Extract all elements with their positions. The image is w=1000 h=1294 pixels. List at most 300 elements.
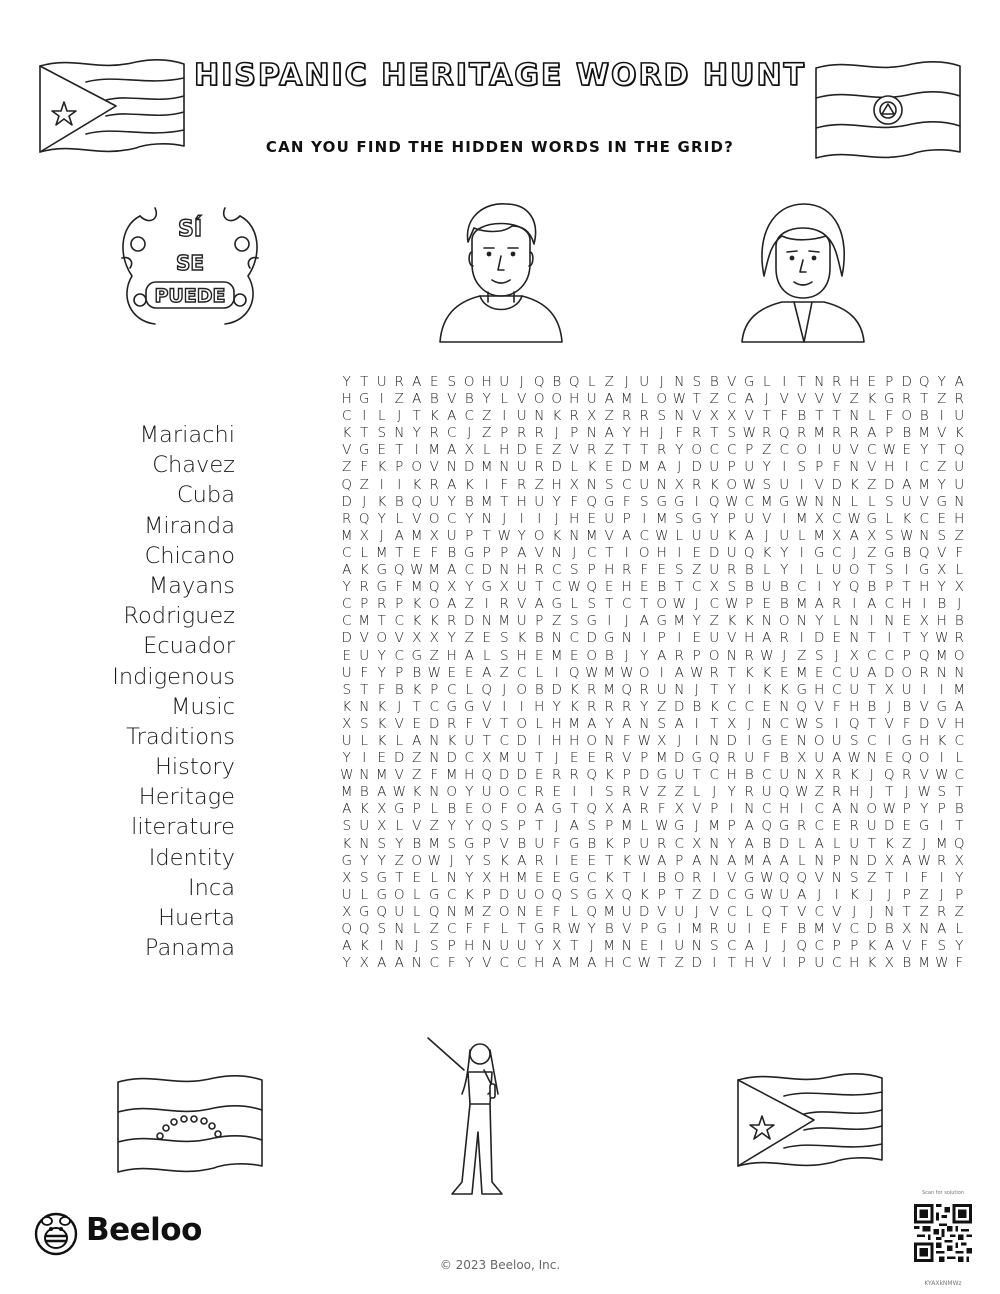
grid-cell[interactable]: S <box>604 476 614 493</box>
grid-cell[interactable]: K <box>342 835 352 852</box>
grid-cell[interactable]: V <box>517 596 527 613</box>
grid-cell[interactable]: Y <box>710 510 719 527</box>
grid-cell[interactable]: I <box>939 750 944 767</box>
grid-cell[interactable]: Y <box>395 835 404 852</box>
grid-cell[interactable]: S <box>709 938 719 955</box>
grid-cell[interactable]: B <box>954 613 964 630</box>
grid-cell[interactable]: U <box>341 886 352 903</box>
grid-cell[interactable]: H <box>481 374 492 390</box>
grid-cell[interactable]: L <box>395 732 404 749</box>
grid-cell[interactable]: U <box>341 732 352 749</box>
grid-cell[interactable]: C <box>727 442 737 459</box>
grid-cell[interactable]: C <box>447 510 457 527</box>
grid-cell[interactable]: B <box>919 408 929 425</box>
grid-cell[interactable]: G <box>814 544 825 561</box>
grid-cell[interactable]: B <box>902 425 912 442</box>
grid-cell[interactable]: I <box>799 476 804 493</box>
grid-cell[interactable]: V <box>412 510 422 527</box>
grid-cell[interactable]: K <box>359 938 369 955</box>
grid-cell[interactable]: E <box>692 630 702 647</box>
grid-cell[interactable]: J <box>554 750 559 767</box>
grid-cell[interactable]: I <box>904 459 909 476</box>
grid-cell[interactable]: M <box>603 938 616 955</box>
grid-cell[interactable]: H <box>884 459 895 476</box>
grid-cell[interactable]: Y <box>465 784 474 801</box>
grid-cell[interactable]: Z <box>867 476 877 493</box>
grid-cell[interactable]: G <box>691 510 702 527</box>
grid-cell[interactable]: E <box>937 510 947 527</box>
grid-cell[interactable]: R <box>622 562 632 579</box>
grid-cell[interactable]: K <box>412 784 422 801</box>
grid-cell[interactable]: I <box>747 681 752 698</box>
grid-cell[interactable]: C <box>342 408 352 425</box>
grid-cell[interactable]: N <box>936 664 947 681</box>
grid-cell[interactable]: C <box>709 596 719 613</box>
grid-cell[interactable]: V <box>429 459 439 476</box>
grid-cell[interactable]: P <box>745 442 754 459</box>
grid-cell[interactable]: Y <box>920 801 929 818</box>
grid-cell[interactable]: G <box>446 698 457 715</box>
grid-cell[interactable]: H <box>534 955 545 972</box>
grid-cell[interactable]: Y <box>377 852 386 869</box>
grid-cell[interactable]: G <box>656 613 667 630</box>
grid-cell[interactable]: I <box>519 698 524 715</box>
grid-cell[interactable]: S <box>569 886 579 903</box>
grid-cell[interactable]: V <box>919 698 929 715</box>
grid-cell[interactable]: T <box>535 579 544 596</box>
grid-cell[interactable]: Y <box>587 921 596 937</box>
grid-cell[interactable]: T <box>605 596 614 613</box>
grid-cell[interactable]: T <box>605 544 614 561</box>
grid-cell[interactable]: H <box>656 544 667 561</box>
grid-cell[interactable]: R <box>954 630 964 647</box>
grid-cell[interactable]: A <box>342 938 352 955</box>
grid-cell[interactable]: G <box>359 442 370 459</box>
grid-cell[interactable]: C <box>447 921 457 937</box>
grid-cell[interactable]: L <box>762 562 771 579</box>
grid-cell[interactable]: H <box>954 510 965 527</box>
grid-cell[interactable]: E <box>569 852 579 869</box>
grid-cell[interactable]: A <box>394 527 404 544</box>
grid-cell[interactable]: E <box>412 715 422 732</box>
grid-cell[interactable]: N <box>884 903 895 920</box>
grid-cell[interactable]: H <box>464 938 475 955</box>
grid-cell[interactable]: V <box>394 767 404 784</box>
grid-cell[interactable]: L <box>535 715 544 732</box>
grid-cell[interactable]: H <box>569 732 580 749</box>
grid-cell[interactable]: J <box>677 732 682 749</box>
grid-cell[interactable]: A <box>902 852 912 869</box>
grid-cell[interactable]: T <box>395 544 404 561</box>
grid-cell[interactable]: K <box>377 698 387 715</box>
grid-cell[interactable]: N <box>429 750 440 767</box>
grid-cell[interactable]: E <box>587 852 597 869</box>
grid-cell[interactable]: S <box>482 852 492 869</box>
grid-cell[interactable]: P <box>850 938 859 955</box>
grid-cell[interactable]: N <box>551 630 562 647</box>
grid-cell[interactable]: L <box>395 510 404 527</box>
grid-cell[interactable]: Z <box>429 647 439 664</box>
grid-cell[interactable]: Z <box>902 835 912 852</box>
grid-cell[interactable]: A <box>412 391 422 408</box>
grid-cell[interactable]: C <box>727 938 737 955</box>
grid-cell[interactable]: U <box>586 391 597 408</box>
grid-cell[interactable]: W <box>760 869 774 886</box>
grid-cell[interactable]: B <box>447 544 457 561</box>
grid-cell[interactable]: L <box>412 903 421 920</box>
grid-cell[interactable]: D <box>674 750 685 767</box>
grid-cell[interactable]: Q <box>341 476 353 493</box>
grid-cell[interactable]: X <box>692 835 702 852</box>
grid-cell[interactable]: Z <box>359 476 369 493</box>
grid-cell[interactable]: X <box>954 579 964 596</box>
grid-cell[interactable]: B <box>902 955 912 972</box>
grid-cell[interactable]: X <box>342 869 352 886</box>
grid-cell[interactable]: T <box>920 391 929 408</box>
grid-cell[interactable]: J <box>502 681 507 698</box>
grid-cell[interactable]: Y <box>377 664 386 681</box>
grid-cell[interactable]: R <box>797 818 807 835</box>
grid-cell[interactable]: C <box>814 903 824 920</box>
grid-cell[interactable]: C <box>464 750 474 767</box>
grid-cell[interactable]: A <box>762 852 772 869</box>
grid-cell[interactable]: M <box>918 476 931 493</box>
grid-cell[interactable]: W <box>795 493 809 510</box>
grid-cell[interactable]: Y <box>780 544 789 561</box>
grid-cell[interactable]: S <box>587 818 597 835</box>
grid-cell[interactable]: L <box>850 493 859 510</box>
grid-cell[interactable]: P <box>640 921 649 937</box>
grid-cell[interactable]: C <box>832 544 842 561</box>
grid-cell[interactable]: R <box>517 476 527 493</box>
grid-cell[interactable]: R <box>902 391 912 408</box>
grid-cell[interactable]: W <box>655 818 669 835</box>
grid-cell[interactable]: N <box>394 921 405 937</box>
grid-cell[interactable]: E <box>534 767 544 784</box>
grid-cell[interactable]: L <box>500 391 509 408</box>
grid-cell[interactable]: V <box>499 835 509 852</box>
grid-cell[interactable]: R <box>569 767 579 784</box>
grid-cell[interactable]: J <box>782 647 787 664</box>
grid-cell[interactable]: R <box>727 562 737 579</box>
grid-cell[interactable]: N <box>779 698 790 715</box>
grid-cell[interactable]: D <box>516 732 527 749</box>
grid-cell[interactable]: Q <box>796 698 808 715</box>
grid-cell[interactable]: C <box>447 886 457 903</box>
grid-cell[interactable]: Q <box>481 681 493 698</box>
grid-cell[interactable]: G <box>691 750 702 767</box>
grid-cell[interactable]: U <box>779 476 790 493</box>
grid-cell[interactable]: W <box>672 596 686 613</box>
grid-cell[interactable]: C <box>954 732 964 749</box>
grid-cell[interactable]: P <box>517 818 526 835</box>
grid-cell[interactable]: I <box>362 408 367 425</box>
grid-cell[interactable]: S <box>884 493 894 510</box>
grid-cell[interactable]: V <box>884 715 894 732</box>
grid-cell[interactable]: R <box>692 425 702 442</box>
grid-cell[interactable]: L <box>832 835 841 852</box>
grid-cell[interactable]: C <box>744 698 754 715</box>
grid-cell[interactable]: I <box>782 955 787 972</box>
grid-cell[interactable]: Z <box>429 921 439 937</box>
grid-cell[interactable]: T <box>937 442 946 459</box>
grid-cell[interactable]: L <box>570 903 579 920</box>
qr-code-icon[interactable] <box>914 1204 972 1262</box>
grid-cell[interactable]: M <box>743 852 756 869</box>
grid-cell[interactable]: H <box>516 647 527 664</box>
grid-cell[interactable]: R <box>954 391 964 408</box>
grid-cell[interactable]: Q <box>621 681 633 698</box>
grid-cell[interactable]: I <box>607 613 612 630</box>
grid-cell[interactable]: P <box>745 596 754 613</box>
grid-cell[interactable]: K <box>727 527 737 544</box>
grid-cell[interactable]: K <box>569 681 579 698</box>
grid-cell[interactable]: V <box>342 442 352 459</box>
grid-cell[interactable]: M <box>568 955 581 972</box>
grid-cell[interactable]: O <box>708 647 720 664</box>
grid-cell[interactable]: V <box>937 715 947 732</box>
grid-cell[interactable]: F <box>955 544 964 561</box>
grid-cell[interactable]: J <box>694 681 699 698</box>
grid-cell[interactable]: W <box>637 852 651 869</box>
grid-cell[interactable]: C <box>517 784 527 801</box>
grid-cell[interactable]: M <box>708 818 721 835</box>
grid-cell[interactable]: K <box>779 681 789 698</box>
grid-cell[interactable]: G <box>376 579 387 596</box>
grid-cell[interactable]: B <box>657 579 667 596</box>
grid-cell[interactable]: I <box>869 613 874 630</box>
grid-cell[interactable]: Z <box>394 852 404 869</box>
grid-cell[interactable]: Z <box>937 459 947 476</box>
grid-cell[interactable]: R <box>447 715 457 732</box>
grid-cell[interactable]: V <box>482 715 492 732</box>
grid-cell[interactable]: I <box>642 630 647 647</box>
grid-cell[interactable]: Y <box>342 955 351 972</box>
grid-cell[interactable]: K <box>622 852 632 869</box>
grid-cell[interactable]: C <box>814 801 824 818</box>
grid-cell[interactable]: I <box>887 630 892 647</box>
grid-cell[interactable]: Y <box>535 938 544 955</box>
grid-cell[interactable]: A <box>884 938 894 955</box>
grid-cell[interactable]: U <box>831 562 842 579</box>
grid-cell[interactable]: X <box>429 527 439 544</box>
grid-cell[interactable]: P <box>465 527 474 544</box>
grid-cell[interactable]: B <box>604 921 614 937</box>
grid-cell[interactable]: S <box>499 818 509 835</box>
grid-cell[interactable]: A <box>622 801 632 818</box>
grid-cell[interactable]: F <box>762 750 771 767</box>
grid-cell[interactable]: L <box>360 732 369 749</box>
grid-cell[interactable]: N <box>429 784 440 801</box>
grid-cell[interactable]: T <box>377 613 386 630</box>
grid-cell[interactable]: V <box>797 391 807 408</box>
grid-cell[interactable]: E <box>604 579 614 596</box>
grid-cell[interactable]: K <box>849 767 859 784</box>
grid-cell[interactable]: O <box>953 647 965 664</box>
grid-cell[interactable]: I <box>484 596 489 613</box>
grid-cell[interactable]: Z <box>657 784 667 801</box>
grid-cell[interactable]: K <box>447 732 457 749</box>
grid-cell[interactable]: B <box>937 596 947 613</box>
grid-cell[interactable]: M <box>638 459 651 476</box>
grid-cell[interactable]: V <box>482 955 492 972</box>
grid-cell[interactable]: P <box>412 801 421 818</box>
grid-cell[interactable]: B <box>762 835 772 852</box>
grid-cell[interactable]: U <box>516 408 527 425</box>
grid-cell[interactable]: A <box>867 664 877 681</box>
grid-cell[interactable]: I <box>554 852 559 869</box>
grid-cell[interactable]: S <box>499 647 509 664</box>
grid-cell[interactable]: S <box>884 527 894 544</box>
grid-cell[interactable]: J <box>397 698 402 715</box>
grid-cell[interactable]: Q <box>883 767 895 784</box>
grid-cell[interactable]: S <box>604 784 614 801</box>
grid-cell[interactable]: D <box>429 715 440 732</box>
grid-cell[interactable]: J <box>519 374 524 390</box>
grid-cell[interactable]: S <box>377 921 387 937</box>
grid-cell[interactable]: T <box>867 562 876 579</box>
grid-cell[interactable]: Z <box>674 955 684 972</box>
grid-cell[interactable]: C <box>832 510 842 527</box>
grid-cell[interactable]: C <box>814 818 824 835</box>
grid-cell[interactable]: E <box>902 442 912 459</box>
grid-cell[interactable]: V <box>762 510 772 527</box>
grid-cell[interactable]: C <box>692 579 702 596</box>
grid-cell[interactable]: K <box>867 391 877 408</box>
grid-cell[interactable]: R <box>359 579 369 596</box>
grid-cell[interactable]: K <box>359 801 369 818</box>
grid-cell[interactable]: P <box>395 459 404 476</box>
grid-cell[interactable]: M <box>498 750 511 767</box>
grid-cell[interactable]: O <box>428 596 440 613</box>
grid-cell[interactable]: M <box>813 527 826 544</box>
grid-cell[interactable]: P <box>535 613 544 630</box>
grid-cell[interactable]: F <box>780 921 789 937</box>
grid-cell[interactable]: V <box>832 391 842 408</box>
grid-cell[interactable]: W <box>637 732 651 749</box>
grid-cell[interactable]: Y <box>377 647 386 664</box>
grid-cell[interactable]: R <box>762 425 772 442</box>
grid-cell[interactable]: K <box>937 732 947 749</box>
grid-cell[interactable]: G <box>569 869 580 886</box>
grid-cell[interactable]: Z <box>762 442 772 459</box>
grid-cell[interactable]: A <box>657 647 667 664</box>
grid-cell[interactable]: U <box>446 527 457 544</box>
grid-cell[interactable]: O <box>638 664 650 681</box>
grid-cell[interactable]: T <box>360 681 369 698</box>
grid-cell[interactable]: M <box>795 664 808 681</box>
grid-cell[interactable]: C <box>884 647 894 664</box>
grid-cell[interactable]: K <box>429 408 439 425</box>
grid-cell[interactable]: I <box>554 664 559 681</box>
grid-cell[interactable]: R <box>534 425 544 442</box>
grid-cell[interactable]: M <box>550 647 563 664</box>
grid-cell[interactable]: C <box>849 921 859 937</box>
grid-cell[interactable]: U <box>639 835 650 852</box>
grid-cell[interactable]: N <box>569 527 580 544</box>
grid-cell[interactable]: A <box>569 818 579 835</box>
grid-cell[interactable]: U <box>691 527 702 544</box>
grid-cell[interactable]: R <box>622 408 632 425</box>
grid-cell[interactable]: I <box>362 750 367 767</box>
grid-cell[interactable]: O <box>446 784 458 801</box>
grid-cell[interactable]: P <box>675 852 684 869</box>
grid-cell[interactable]: A <box>377 955 387 972</box>
grid-cell[interactable]: B <box>412 664 422 681</box>
grid-cell[interactable]: P <box>937 801 946 818</box>
grid-cell[interactable]: E <box>552 869 562 886</box>
grid-cell[interactable]: Y <box>447 493 456 510</box>
grid-cell[interactable]: R <box>639 681 649 698</box>
grid-cell[interactable]: F <box>832 459 841 476</box>
grid-cell[interactable]: N <box>639 715 650 732</box>
grid-cell[interactable]: U <box>744 459 755 476</box>
grid-cell[interactable]: H <box>779 801 790 818</box>
grid-cell[interactable]: P <box>727 459 736 476</box>
grid-cell[interactable]: P <box>587 562 596 579</box>
grid-cell[interactable]: W <box>620 664 634 681</box>
grid-cell[interactable]: A <box>762 630 772 647</box>
grid-cell[interactable]: D <box>709 544 720 561</box>
grid-cell[interactable]: N <box>446 903 457 920</box>
grid-cell[interactable]: M <box>935 835 948 852</box>
grid-cell[interactable]: X <box>709 408 719 425</box>
grid-cell[interactable]: F <box>500 476 509 493</box>
grid-cell[interactable]: K <box>867 938 877 955</box>
grid-cell[interactable]: Q <box>953 442 965 459</box>
grid-cell[interactable]: C <box>727 391 737 408</box>
grid-cell[interactable]: K <box>604 869 614 886</box>
grid-cell[interactable]: C <box>587 544 597 561</box>
grid-cell[interactable]: Y <box>937 374 946 390</box>
grid-cell[interactable]: J <box>379 527 384 544</box>
grid-cell[interactable]: T <box>395 869 404 886</box>
grid-cell[interactable]: Q <box>551 886 563 903</box>
grid-cell[interactable]: A <box>849 527 859 544</box>
grid-cell[interactable]: F <box>675 425 684 442</box>
grid-cell[interactable]: Y <box>920 442 929 459</box>
grid-cell[interactable]: R <box>832 784 842 801</box>
grid-cell[interactable]: J <box>572 544 577 561</box>
grid-cell[interactable]: B <box>412 835 422 852</box>
grid-cell[interactable]: Q <box>533 374 545 390</box>
grid-cell[interactable]: P <box>797 955 806 972</box>
grid-cell[interactable]: S <box>692 374 702 390</box>
grid-cell[interactable]: O <box>796 442 808 459</box>
grid-cell[interactable]: H <box>849 698 860 715</box>
grid-cell[interactable]: D <box>901 374 912 390</box>
grid-cell[interactable]: U <box>394 903 405 920</box>
grid-cell[interactable]: I <box>904 869 909 886</box>
grid-cell[interactable]: Q <box>358 921 370 937</box>
grid-cell[interactable]: E <box>832 818 842 835</box>
grid-cell[interactable]: E <box>342 647 352 664</box>
grid-cell[interactable]: L <box>360 544 369 561</box>
grid-cell[interactable]: Y <box>465 852 474 869</box>
grid-cell[interactable]: U <box>516 459 527 476</box>
grid-cell[interactable]: P <box>395 664 404 681</box>
grid-cell[interactable]: I <box>834 886 839 903</box>
grid-cell[interactable]: I <box>379 476 384 493</box>
grid-cell[interactable]: J <box>554 510 559 527</box>
grid-cell[interactable]: Y <box>727 784 736 801</box>
grid-cell[interactable]: K <box>709 476 719 493</box>
grid-cell[interactable]: R <box>429 476 439 493</box>
grid-cell[interactable]: B <box>884 921 894 937</box>
grid-cell[interactable]: T <box>412 698 421 715</box>
grid-cell[interactable]: B <box>779 596 789 613</box>
grid-cell[interactable]: N <box>884 613 895 630</box>
